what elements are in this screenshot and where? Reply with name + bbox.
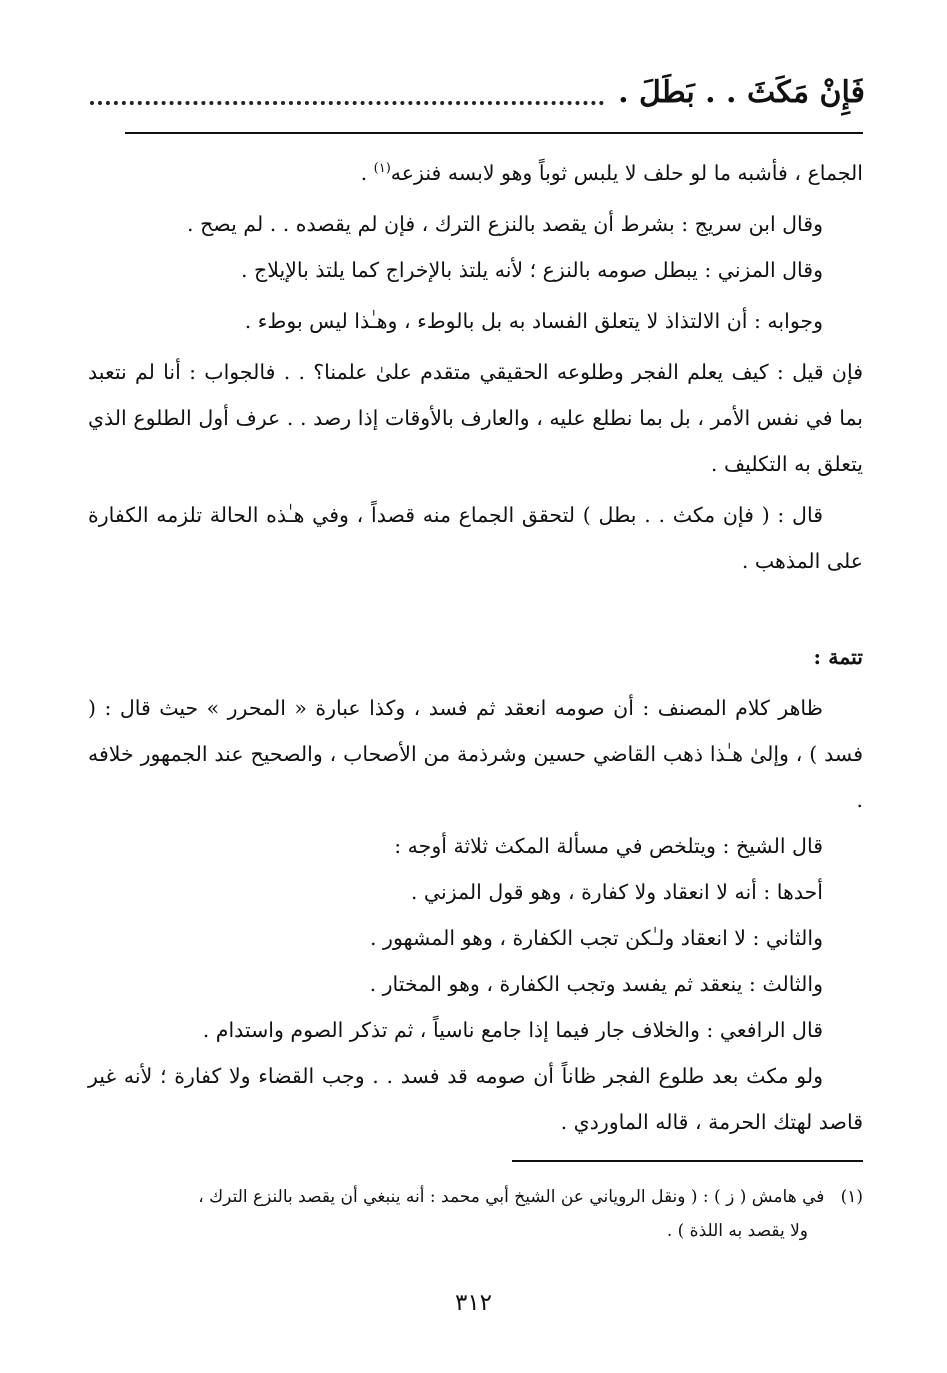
paragraph-7: ظاهر كلام المصنف : أن صومه انعقد ثم فسد ، وكذا عبارة « المحرر » حيث قال : ( فسد ) ، وإلىٰ هـٰذا ذهب القاضي حسين وشرذمة من الأصحاب ، والصحيح عند الجمهور خلافه .: [88, 696, 863, 812]
footnote-rule: [512, 1160, 863, 1162]
paragraph-13: ولو مكث بعد طلوع الفجر ظاناً أن صومه قد فسد . . وجب القضاء ولا كفارة ؛ لأنه غير قاصد لهتك الحرمة ، قاله الماوردي .: [88, 1064, 863, 1134]
running-header: [90, 70, 865, 114]
paragraph-11: والثالث : ينعقد ثم يفسد وتجب الكفارة ، وهو المختار .: [369, 972, 823, 996]
footnote-continuation: ولا يقصد به اللذة ) .: [666, 1221, 808, 1241]
footnote-line: [88, 1180, 863, 1214]
paragraph-6: قال : ( فإن مكث . . بطل ) لتحقق الجماع منه قصداً ، وفي هـٰذه الحالة تلزمه الكفارة على المذهب .: [88, 503, 863, 573]
paragraph-4: وجوابه : أن الالتذاذ لا يتعلق الفساد به بل بالوطء ، وهـٰذا ليس بوطء .: [244, 309, 823, 333]
paragraph-10: والثاني : لا انعقاد ولـٰكن تجب الكفارة ، وهو المشهور .: [370, 926, 823, 950]
paragraph-5: فإن قيل : كيف يعلم الفجر وطلوعه الحقيقي متقدم علىٰ علمنا؟ . . فالجواب : أنا لم نتعبد بما في نفس الأمر ، بل بما نطلع عليه ، والعارف بالأوقات إذا رصد . . عرف أول الطلوع الذي يتعلق به التكليف .: [88, 360, 863, 476]
main-text: [88, 150, 863, 1145]
paragraph-8: قال الشيخ : ويتلخص في مسألة المكث ثلاثة أوجه :: [394, 834, 823, 858]
paragraph-1: الجماع ، فأشبه ما لو حلف لا يلبس ثوباً وهو لابسه فنزعه$^{(١)}$ .: [360, 161, 863, 185]
footnote-text: في هامش ( ز ) : ( ونقل الروياني عن الشيخ أبي محمد : أنه ينبغي أن يقصد بالنزع الترك ،: [198, 1187, 825, 1207]
paragraph-3: وقال المزني : يبطل صومه بالنزع ؛ لأنه يلتذ بالإخراج كما يلتذ بالإيلاج .: [240, 258, 823, 282]
paragraph-12: قال الرافعي : والخلاف جار فيما إذا جامع ناسياً ، ثم تذكر الصوم واستدام .: [202, 1018, 823, 1042]
header-rule: [125, 132, 863, 134]
footnote-marker: (١): [840, 1187, 863, 1207]
footnote: [88, 1180, 863, 1248]
page-number: ٣١٢: [454, 1290, 493, 1316]
footnote-ref: (١): [373, 161, 391, 177]
header-dotted-leader: [90, 79, 604, 105]
section-heading: تتمة :: [813, 645, 863, 669]
paragraph-2: وقال ابن سريج : بشرط أن يقصد بالنزع الترك ، فإن لم يقصده . . لم يصح .: [187, 212, 823, 236]
paragraph-9: أحدها : أنه لا انعقاد ولا كفارة ، وهو قول المزني .: [410, 880, 823, 904]
header-title: فَإِنْ مَكَثَ . . بَطَلَ .: [618, 74, 865, 110]
